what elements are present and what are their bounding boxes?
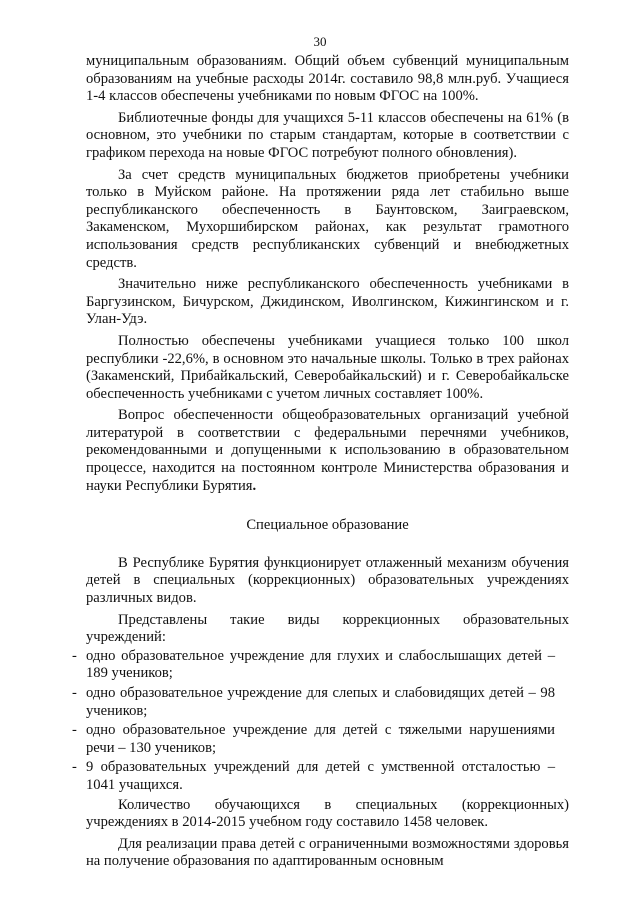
page-number: 30 (313, 34, 327, 49)
paragraph-special-mechanism: В Республике Бурятия функционирует отлаженный механизм обучения детей в специальных (коррекционных) образовательных учреждениях различных видов. (86, 554, 569, 607)
list-item (72, 648, 555, 683)
list-item (72, 685, 555, 720)
list-item-text: одно образовательное учреждение для глухих и слабослышащих детей – 189 учеников; (86, 647, 555, 682)
list-dash: - (72, 759, 77, 776)
section-heading: Специальное образование (246, 517, 409, 534)
paragraph-fully-supplied: Полностью обеспечены учебниками учащиеся только 100 школ республики -22,6%, в основном это начальные школы. Только в трех районах (Закаменский, Прибайкальский, Северобайкальский) и г. Северобайкальске обеспеченность учебниками с учетом личных составляет 100%. (86, 332, 569, 402)
list-item-text: одно образовательное учреждение для детей с тяжелыми нарушениями речи – 130 учеников; (86, 722, 555, 756)
list-item (72, 722, 555, 757)
list-dash: - (72, 685, 77, 701)
paragraph-rights-realization: Для реализации права детей с ограниченными возможностями здоровья на получение образования по адаптированным основным (86, 835, 569, 870)
paragraph-below-average: Значительно ниже республиканского обеспеченность учебниками в Баргузинском, Бичурском, Джидинском, Иволгинском, Кижингинском и г. Улан-Удэ. (86, 276, 569, 328)
paragraph-institution-types: Представлены такие виды коррекционных образовательных учреждений: (86, 611, 569, 646)
paragraph-library-funds: Библиотечные фонды для учащихся 5-11 классов обеспечены на 61% (в основном, это учебники по старым стандартам, которые в соответствии с графиком перехода на новые ФГОС потребуют полного обновления). (86, 109, 569, 161)
list-item-text: 9 образовательных учреждений для детей с умственной отсталостью – 1041 учащихся. (86, 759, 555, 793)
list-item (72, 759, 555, 794)
paragraph-student-count: Количество обучающихся в специальных (коррекционных) учреждениях в 2014-2015 учебном году составило 1458 человек. (86, 796, 569, 831)
list-item-text: одно образовательное учреждение для слепых и слабовидящих детей – 98 учеников; (86, 685, 555, 719)
paragraph-ministry-control (86, 407, 569, 495)
paragraph-municipal-budgets: За счет средств муниципальных бюджетов приобретены учебники только в Муйском районе. На протяжении ряда лет стабильно выше республиканского обеспеченность в Баунтовском, Заиграевском, Закаменском, Мухоршибирском районах, как результат грамотного использования средств республиканских субвенций и внебюджетных средств. (86, 166, 569, 271)
list-dash: - (72, 647, 77, 664)
list-dash: - (72, 722, 77, 739)
institution-list (72, 647, 569, 795)
document-body (72, 53, 569, 875)
ministry-control-text: Вопрос обеспеченности общеобразовательных организаций учебной литературой в соответствии с федеральными перечнями учебников, рекомендованными и допущенными к использованию в образовательном процессе, находится на постоянном контроле Министерства образования и науки Республики Бурятия (86, 407, 569, 494)
paragraph-continuation: муниципальным образованиям. Общий объем субвенций муниципальным образованиям на учебные расходы 2014г. составило 98,8 млн.руб. Учащиеся 1-4 классов обеспечены учебниками по новым ФГОС на 100%. (86, 53, 569, 105)
ministry-control-period: . (252, 477, 257, 494)
